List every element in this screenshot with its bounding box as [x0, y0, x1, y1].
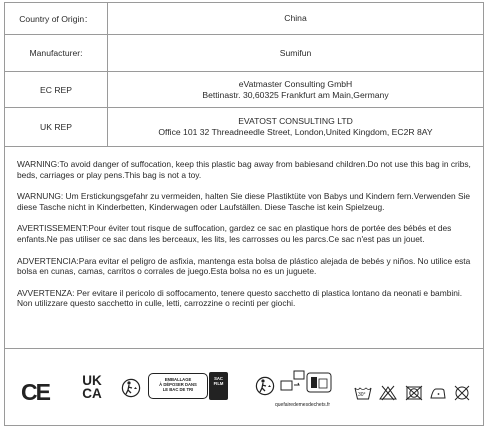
row-value [108, 35, 483, 71]
do-not-bleach-icon [379, 385, 397, 401]
triman-line: À DÉPOSER DANS [159, 382, 197, 387]
warning-french: AVERTISSEMENT:Pour éviter tout risque de suffocation, gardez ce sac en plastique hors de portée des bébés et des enfants.Ne pas utiliser ce sac dans les berceaux, les lits, les carrosses ou les parcs.Ce sac n'est pas un jouet. [17, 223, 452, 244]
value-line: Bettinastr. 30,60325 Frankfurt am Main,Germany [202, 89, 389, 100]
ce-mark-icon: CE [21, 379, 49, 405]
value-line: Sumifun [279, 47, 312, 58]
ukca-bottom: CA [82, 385, 102, 401]
row-uk-rep [5, 108, 483, 147]
value-line: eVatmaster Consulting GmbH [238, 78, 353, 89]
row-label: EC REP [5, 72, 108, 107]
value-line: China [284, 13, 307, 23]
compliance-marks [5, 349, 483, 425]
row-value [108, 108, 483, 146]
triman-icon [255, 375, 275, 397]
website-text: quefairedemesdechets.fr [275, 402, 331, 408]
iron-low-icon [429, 385, 447, 401]
wash-temp-label: 30° [358, 392, 366, 398]
row-label: UK REP [5, 108, 108, 146]
value-line: Office 101 32 Threadneedle Street, London,United Kingdom, EC2R 8AY [158, 127, 433, 137]
sorting-info-box [148, 373, 208, 399]
triman-line: EMBALLAGE [164, 377, 192, 382]
row-value [108, 72, 483, 107]
row-label: Manufacturer: [5, 35, 108, 71]
label-sheet [4, 2, 484, 426]
do-not-dry-clean-icon [453, 385, 471, 401]
warnings-section [5, 147, 483, 349]
warning-english: WARNING:To avoid danger of suffocation, keep this plastic bag away from babiesand children.Do not use this bag in cribs, beds, carriages or play pens.This bag is not a toy. [17, 159, 471, 180]
ukca-top: UK [82, 373, 102, 388]
ukca-mark-icon [75, 375, 109, 400]
sac-line: FILM [213, 381, 224, 386]
row-country-of-origin [5, 3, 483, 35]
warning-german: WARNUNG: Um Erstickungsgefahr zu vermeiden, halten Sie diese Plastiktüte von Babys und Kindern fern.Verwenden Sie diese Tasche nicht in Kinderbetten, Kinderwagen oder Laufställen. Diese Tasche ist kein Spielzeug. [17, 191, 471, 212]
warning-italian: AVVERTENZA: Per evitare il pericolo di soffocamento, tenere questo sacchetto di plastica lontano da neonati e bambini. Non utilizzare questo sacchetto in culle, letti, carrozzine o recinti per giochi. [17, 287, 463, 309]
sac-line: SAC [214, 376, 223, 381]
sac-film-icon [209, 372, 228, 400]
row-manufacturer [5, 35, 483, 72]
triman-icon [121, 377, 141, 399]
recycling-pictogram-icon [277, 369, 341, 397]
triman-line: LE BAC DE TRI [162, 387, 194, 392]
warning-spanish: ADVERTENCIA:Para evitar el peligro de asfixia, mantenga esta bolsa de plástico alejada de bebés y niños. No utilice esta bolsa en cunas, camas, carritos o corrales de juego.Esta bolsa no es un juguete. [17, 255, 471, 277]
row-ec-rep [5, 72, 483, 108]
row-value [108, 3, 483, 34]
do-not-tumble-dry-icon [405, 385, 423, 401]
row-label: Country of Origin： [5, 3, 108, 34]
value-line: EVATOST CONSULTING LTD [238, 116, 353, 126]
